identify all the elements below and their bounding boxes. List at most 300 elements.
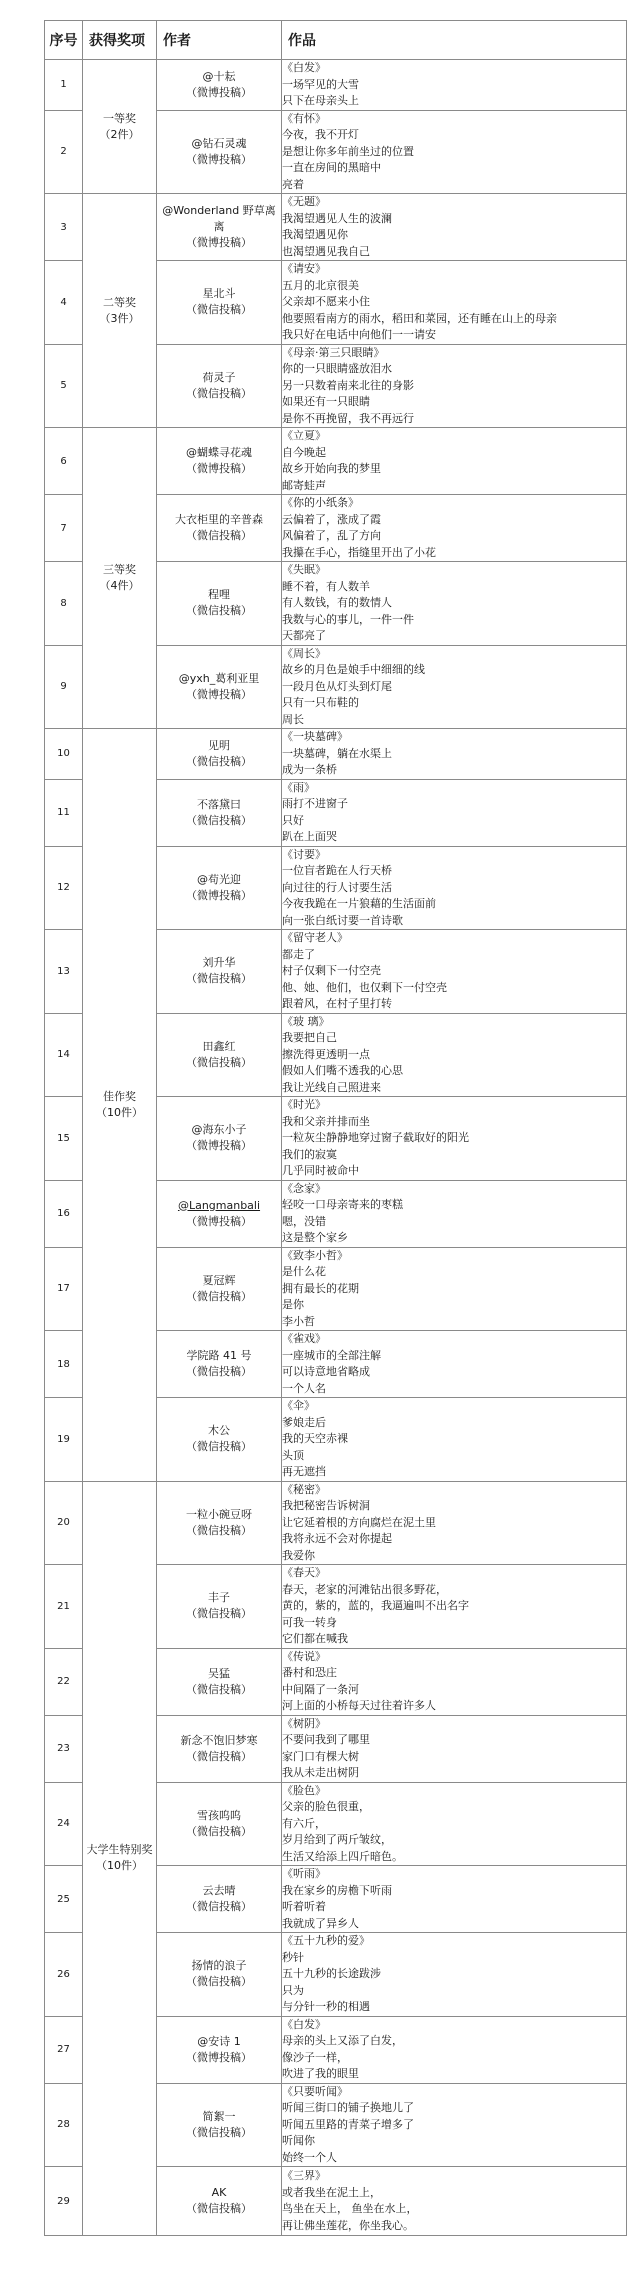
entry-number: 16: [45, 1180, 83, 1247]
work-line: 今夜，我不开灯: [282, 128, 359, 141]
work-title: 《有怀》: [282, 111, 326, 125]
author-cell: [157, 1331, 282, 1398]
author-cell: [157, 779, 282, 846]
author-cell: [157, 1247, 282, 1331]
work-title: 《春天》: [282, 1566, 326, 1579]
work-title: 《立夏》: [282, 429, 326, 442]
author-cell: [157, 562, 282, 646]
work-line: 李小哲: [282, 1314, 315, 1328]
author-source: （微信投稿）: [186, 1440, 252, 1454]
entry-number: 2: [45, 110, 83, 194]
work-line: 我的天空赤裸: [282, 1432, 348, 1445]
work-line: 再让佛坐莲花，你坐我心。: [282, 2218, 414, 2232]
work-line: 鸟坐在天上， 鱼坐在水上，: [282, 2202, 418, 2215]
work-line: 故乡开始向我的梦里: [282, 462, 381, 475]
author-source: （微博投稿）: [186, 687, 252, 701]
work-cell: [282, 562, 627, 646]
work-line: 都走了: [282, 947, 315, 961]
work-line: 生活又给添上四斤暗色。: [282, 1849, 403, 1863]
work-line: 听着听着: [282, 1900, 326, 1913]
work-title: 《只要听闻》: [282, 2084, 348, 2098]
work-cell: [282, 261, 627, 345]
work-line: 一块墓碑，躺在水渠上: [282, 746, 392, 760]
work-line: 听闻三街口的铺子换地儿了: [282, 2101, 414, 2114]
author-cell: [157, 2016, 282, 2083]
work-line: 我在家乡的房檐下听雨: [282, 1883, 392, 1897]
work-line: 周长: [282, 712, 304, 726]
work-line: 一粒灰尘静静地穿过窗子截取好的阳光: [282, 1131, 469, 1144]
work-line: 趴在上面哭: [282, 830, 337, 843]
work-title: 《母亲·第三只眼睛》: [282, 345, 385, 359]
work-cell: [282, 1565, 627, 1649]
work-line: 拥有最长的花期: [282, 1281, 359, 1295]
author-name: 新念不饱旧梦寒: [180, 1733, 258, 1747]
author-source: （微信投稿）: [186, 303, 252, 317]
work-cell: [282, 2083, 627, 2167]
work-line: 我们的寂寞: [282, 1147, 337, 1161]
work-line: 你的一只眼睛盛放泪水: [282, 362, 392, 375]
work-cell: [282, 1481, 627, 1565]
table-row: [45, 194, 627, 261]
author-name: @钻石灵魂: [191, 136, 247, 150]
author-name: 木公: [208, 1424, 230, 1438]
work-line: 我攥在手心，指缝里开出了小花: [282, 545, 436, 559]
work-line: 我就成了异乡人: [282, 1916, 359, 1930]
work-line: 番村和恐庄: [282, 1666, 337, 1679]
work-cell: [282, 645, 627, 729]
work-title: 《你的小纸条》: [282, 496, 359, 509]
work-cell: [282, 1398, 627, 1482]
work-cell: [282, 729, 627, 780]
work-title: 《传说》: [282, 1649, 326, 1663]
award-name: 一等奖: [103, 111, 136, 125]
entry-number: 11: [45, 779, 83, 846]
work-line: 一座城市的全部注解: [282, 1348, 381, 1362]
award-count: （4件）: [99, 579, 140, 592]
work-line: 擦洗得更透明一点: [282, 1047, 370, 1061]
author-cell: [157, 261, 282, 345]
work-cell: [282, 1782, 627, 1866]
author-cell: [157, 1782, 282, 1866]
work-line: 我爱你: [282, 1548, 315, 1562]
work-title: 《留守老人》: [282, 931, 348, 944]
author-cell: [157, 846, 282, 930]
work-line: 听闻你: [282, 2134, 315, 2147]
header-author: 作者: [157, 21, 282, 60]
work-title: 《无题》: [282, 195, 326, 208]
work-title: 《失眠》: [282, 563, 326, 576]
author-name: 夏冠辉: [202, 1273, 236, 1287]
author-source: （微信投稿）: [186, 813, 252, 827]
table-row: [45, 60, 627, 111]
work-title: 《念家》: [282, 1181, 326, 1195]
work-title: 《玻 璃》: [282, 1014, 330, 1028]
work-line: 吹进了我的眼里: [282, 2067, 359, 2080]
author-name: @苟光迎: [197, 872, 241, 886]
author-cell: [157, 645, 282, 729]
work-line: 我把秘密告诉树洞: [282, 1499, 370, 1512]
work-cell: [282, 194, 627, 261]
work-line: 始终一个人: [282, 2150, 337, 2164]
work-line: 可以诗意地省略成: [282, 1365, 370, 1378]
work-line: 只为: [282, 1983, 304, 1997]
award-count: （2件）: [99, 127, 140, 141]
author-source: （微博投稿）: [186, 1139, 252, 1153]
author-name: 刘升华: [202, 956, 236, 970]
awards-table: [44, 20, 627, 2236]
entry-number: 18: [45, 1331, 83, 1398]
work-title: 《白发》: [282, 2017, 326, 2031]
work-line: 一个人名: [282, 1381, 326, 1395]
author-cell: [157, 60, 282, 111]
work-title: 《一块墓碑》: [282, 730, 348, 743]
author-cell: [157, 1565, 282, 1649]
work-line: 也渴望遇见我自己: [282, 244, 370, 258]
author-source: （微博投稿）: [186, 152, 252, 166]
author-name: 荷灵子: [202, 370, 236, 384]
author-cell: [157, 930, 282, 1014]
entry-number: 24: [45, 1782, 83, 1866]
work-line: 岁月给到了两斤皱纹，: [282, 1833, 392, 1846]
entry-number: 20: [45, 1481, 83, 1565]
work-cell: [282, 930, 627, 1014]
entry-number: 13: [45, 930, 83, 1014]
work-title: 《三界》: [282, 2169, 326, 2182]
work-cell: [282, 2167, 627, 2236]
author-source: （微信投稿）: [186, 754, 252, 768]
author-cell: [157, 1180, 282, 1247]
award-name: 三等奖: [103, 563, 136, 576]
work-line: 母亲的头上又添了白发，: [282, 2034, 403, 2047]
award-cell: [83, 428, 157, 729]
work-line: 我将永远不会对你提起: [282, 1532, 392, 1545]
author-source: （微信投稿）: [186, 2125, 252, 2139]
author-cell: [157, 1013, 282, 1097]
work-line: 是什么花: [282, 1265, 326, 1278]
work-line: 是你不再挽留，我不再远行: [282, 411, 414, 425]
work-line: 有人数钱，有的数情人: [282, 596, 392, 609]
author-source: （微博投稿）: [186, 2050, 252, 2064]
work-line: 跟着风，在村子里打转: [282, 997, 392, 1010]
table-row: [45, 729, 627, 780]
author-name: 程哩: [208, 588, 230, 602]
work-title: 《周长》: [282, 646, 326, 660]
author-cell: [157, 344, 282, 428]
work-title: 《时光》: [282, 1098, 326, 1111]
work-line: 五十九秒的长途跋涉: [282, 1967, 381, 1980]
author-source: （微信投稿）: [186, 2202, 252, 2215]
work-line: 我渴望遇见你: [282, 228, 348, 241]
entry-number: 9: [45, 645, 83, 729]
author-name: @十耘: [202, 69, 236, 83]
work-line: 我渴望遇见人生的波澜: [282, 211, 392, 225]
award-name: 佳作奖: [103, 1089, 136, 1103]
work-cell: [282, 779, 627, 846]
award-name: 二等奖: [103, 295, 136, 309]
author-source: （微信投稿）: [186, 386, 252, 400]
work-cell: [282, 1247, 627, 1331]
author-cell: [157, 1866, 282, 1933]
author-name: 雪孩呜呜: [197, 1808, 241, 1822]
work-line: 睡不着，有人数羊: [282, 579, 370, 593]
work-line: 我从未走出树阴: [282, 1766, 359, 1779]
work-line: 云偏着了，涨成了霞: [282, 512, 381, 526]
work-line: 是你: [282, 1298, 304, 1311]
work-line: 听闻五里路的青菜子增多了: [282, 2117, 414, 2131]
work-line: 另一只数着南来北往的身影: [282, 378, 414, 392]
author-name: 田鑫红: [202, 1039, 236, 1053]
entry-number: 17: [45, 1247, 83, 1331]
award-count: （3件）: [99, 311, 140, 325]
work-cell: [282, 1097, 627, 1181]
author-source: （微博投稿）: [186, 462, 252, 475]
work-line: 几乎同时被命中: [282, 1164, 359, 1177]
work-line: 头顶: [282, 1448, 304, 1462]
header-number: 序号: [45, 21, 83, 60]
work-line: 一位盲者跪在人行天桥: [282, 864, 392, 877]
work-cell: [282, 344, 627, 428]
table-header-row: [45, 21, 627, 60]
author-name: @海东小子: [191, 1123, 247, 1137]
entry-number: 7: [45, 495, 83, 562]
award-count: （10件）: [96, 1859, 143, 1873]
author-source: （微信投稿）: [186, 1749, 252, 1763]
entry-number: 3: [45, 194, 83, 261]
work-line: 是想让你多年前坐过的位置: [282, 144, 414, 158]
work-cell: [282, 1648, 627, 1715]
work-title: 《伞》: [282, 1399, 315, 1412]
work-line: 这是整个家乡: [282, 1231, 348, 1244]
work-line: 黄的，紫的，蓝的，我逼遍叫不出名字: [282, 1599, 469, 1612]
entry-number: 19: [45, 1398, 83, 1482]
author-cell: [157, 495, 282, 562]
author-name: @安诗 1: [197, 2034, 241, 2048]
work-line: 父亲的脸色很重，: [282, 1800, 370, 1813]
author-cell: [157, 1097, 282, 1181]
entry-number: 28: [45, 2083, 83, 2167]
entry-number: 27: [45, 2016, 83, 2083]
work-line: 它们都在喊我: [282, 1632, 348, 1645]
work-line: 今夜我跪在一片狼藉的生活面前: [282, 897, 436, 910]
work-line: 轻咬一口母亲寄来的枣糕: [282, 1198, 403, 1211]
work-line: 只下在母亲头上: [282, 94, 359, 107]
entry-number: 12: [45, 846, 83, 930]
work-line: 故乡的月色是娘手中细细的线: [282, 663, 425, 676]
header-work: 作品: [282, 21, 627, 60]
work-line: 五月的北京很美: [282, 278, 359, 292]
author-source: （微信投稿）: [186, 1975, 252, 1989]
work-line: 父亲却不愿来小住: [282, 295, 370, 308]
table-body: [45, 60, 627, 2236]
entry-number: 1: [45, 60, 83, 111]
work-cell: [282, 1866, 627, 1933]
work-title: 《听雨》: [282, 1867, 326, 1880]
author-cell: [157, 1398, 282, 1482]
award-cell: [83, 60, 157, 194]
author-source: （微信投稿）: [186, 1365, 252, 1378]
work-line: 中间隔了一条河: [282, 1682, 359, 1696]
work-line: 爹娘走后: [282, 1415, 326, 1429]
work-cell: [282, 1933, 627, 2017]
work-line: 一场罕见的大雪: [282, 77, 359, 91]
work-title: 《五十九秒的爱》: [282, 1934, 370, 1947]
work-line: 让它延着根的方向腐烂在泥土里: [282, 1515, 436, 1529]
author-source: （微博投稿）: [186, 236, 252, 249]
work-line: 只有一只布鞋的: [282, 696, 359, 709]
table-row: [45, 1481, 627, 1565]
author-name: 见明: [208, 738, 230, 752]
award-cell: [83, 1481, 157, 2236]
entry-number: 23: [45, 1715, 83, 1782]
work-title: 《讨要》: [282, 847, 326, 861]
work-line: 风偏着了，乱了方向: [282, 529, 381, 542]
entry-number: 22: [45, 1648, 83, 1715]
author-source: （微博投稿）: [186, 888, 252, 902]
work-title: 《雀戏》: [282, 1332, 326, 1345]
author-name: 丰子: [208, 1591, 230, 1605]
work-line: 我数与心的事儿，一件一件: [282, 612, 414, 626]
work-line: 邮寄蛙声: [282, 478, 326, 492]
entry-number: 8: [45, 562, 83, 646]
entry-number: 14: [45, 1013, 83, 1097]
award-count: （10件）: [96, 1105, 143, 1119]
author-source: （微信投稿）: [186, 604, 252, 618]
author-cell: [157, 428, 282, 495]
author-source: （微信投稿）: [186, 1607, 252, 1621]
work-line: 不要问我到了哪里: [282, 1733, 370, 1746]
work-cell: [282, 1331, 627, 1398]
work-line: 我让光线自己照进来: [282, 1080, 381, 1094]
work-line: 家门口有棵大树: [282, 1749, 359, 1763]
work-cell: [282, 428, 627, 495]
work-cell: [282, 1715, 627, 1782]
entry-number: 5: [45, 344, 83, 428]
work-line: 像沙子一样，: [282, 2050, 348, 2064]
work-line: 有六斤，: [282, 1816, 326, 1830]
work-line: 可我一转身: [282, 1615, 337, 1629]
author-source: （微博投稿）: [186, 1214, 252, 1228]
work-line: 亮着: [282, 177, 304, 191]
work-line: 一段月色从灯头到灯尾: [282, 679, 392, 693]
author-cell: [157, 110, 282, 194]
work-line: 他、她、他们，也仅剩下一付空壳: [282, 980, 447, 994]
work-cell: [282, 110, 627, 194]
work-title: 《致李小哲》: [282, 1248, 348, 1262]
author-name: AK: [211, 2186, 227, 2199]
author-name: 学院路 41 号: [186, 1349, 252, 1362]
author-cell: [157, 1481, 282, 1565]
work-line: 自今晚起: [282, 445, 326, 459]
author-source: （微信投稿）: [186, 529, 252, 542]
author-name: 星北斗: [202, 287, 236, 301]
author-cell: [157, 194, 282, 261]
entry-number: 6: [45, 428, 83, 495]
author-cell: [157, 2167, 282, 2236]
work-line: 成为一条桥: [282, 763, 337, 776]
entry-number: 4: [45, 261, 83, 345]
entry-number: 21: [45, 1565, 83, 1649]
work-title: 《脸色》: [282, 1783, 326, 1797]
work-line: 我只好在电话中向他们一一请安: [282, 328, 436, 341]
author-name: 简絮一: [202, 2109, 236, 2123]
author-source: （微信投稿）: [186, 1055, 252, 1069]
award-cell: [83, 194, 157, 428]
work-line: 一直在房间的黑暗中: [282, 161, 381, 174]
work-line: 嗯，没错: [282, 1214, 326, 1228]
author-source: （微信投稿）: [186, 1824, 252, 1838]
author-source: （微信投稿）: [186, 1682, 252, 1696]
work-line: 再无遮挡: [282, 1465, 326, 1478]
work-cell: [282, 60, 627, 111]
work-line: 春天，老家的河滩钻出很多野花，: [282, 1582, 447, 1596]
work-line: 天都亮了: [282, 629, 326, 642]
entry-number: 15: [45, 1097, 83, 1181]
work-line: 只好: [282, 813, 304, 827]
author-cell: [157, 2083, 282, 2167]
work-line: 我要把自己: [282, 1031, 337, 1044]
author-name: 云去晴: [202, 1884, 236, 1897]
work-line: 假如人们嘴不透我的心思: [282, 1064, 403, 1077]
author-name: @蝴蝶寻花魂: [186, 446, 252, 459]
author-source: （微博投稿）: [186, 85, 252, 99]
work-title: 《白发》: [282, 61, 326, 74]
author-source: （微信投稿）: [186, 1900, 252, 1913]
work-cell: [282, 2016, 627, 2083]
author-source: （微信投稿）: [186, 1289, 252, 1303]
author-name: 扬情的浪子: [191, 1959, 247, 1973]
work-title: 《请安》: [282, 262, 326, 275]
author-source: （微信投稿）: [186, 972, 252, 986]
work-cell: [282, 1013, 627, 1097]
author-name: 一粒小碗豆呀: [186, 1507, 252, 1521]
work-cell: [282, 495, 627, 562]
work-line: 向过往的行人讨要生活: [282, 880, 392, 894]
work-cell: [282, 1180, 627, 1247]
work-line: 或者我坐在泥土上，: [282, 2185, 381, 2199]
author-cell: [157, 729, 282, 780]
work-line: 与分针一秒的相遇: [282, 2000, 370, 2013]
work-title: 《树阴》: [282, 1716, 326, 1730]
author-name: 吴猛: [208, 1666, 230, 1680]
award-cell: [83, 729, 157, 1482]
work-line: 我和父亲并排而坐: [282, 1114, 370, 1128]
work-cell: [282, 846, 627, 930]
header-award: 获得奖项: [83, 21, 157, 60]
author-name: 大衣柜里的辛普森: [175, 513, 263, 526]
entry-number: 10: [45, 729, 83, 780]
author-cell: [157, 1715, 282, 1782]
author-name: @yxh_葛利亚里: [178, 671, 260, 685]
work-title: 《雨》: [282, 780, 315, 794]
work-line: 村子仅剩下一付空壳: [282, 964, 381, 977]
author-name: @Wonderland 野草离离: [162, 204, 276, 233]
work-line: 秒针: [282, 1950, 304, 1964]
entry-number: 26: [45, 1933, 83, 2017]
author-cell: [157, 1648, 282, 1715]
author-name: 不落黛曰: [197, 797, 241, 811]
award-name: 大学生特别奖: [86, 1843, 153, 1857]
author-source: （微信投稿）: [186, 1523, 252, 1537]
work-title: 《秘密》: [282, 1482, 326, 1496]
table-row: [45, 428, 627, 495]
work-line: 河上面的小桥每天过往着许多人: [282, 1699, 436, 1712]
author-cell: [157, 1933, 282, 2017]
work-line: 如果还有一只眼睛: [282, 395, 370, 408]
entry-number: 25: [45, 1866, 83, 1933]
author-name: @Langmanbali: [177, 1198, 261, 1212]
work-line: 向一张白纸讨要一首诗歌: [282, 913, 403, 927]
work-line: 他要照看南方的雨水，稻田和菜园，还有睡在山上的母亲: [282, 311, 557, 325]
